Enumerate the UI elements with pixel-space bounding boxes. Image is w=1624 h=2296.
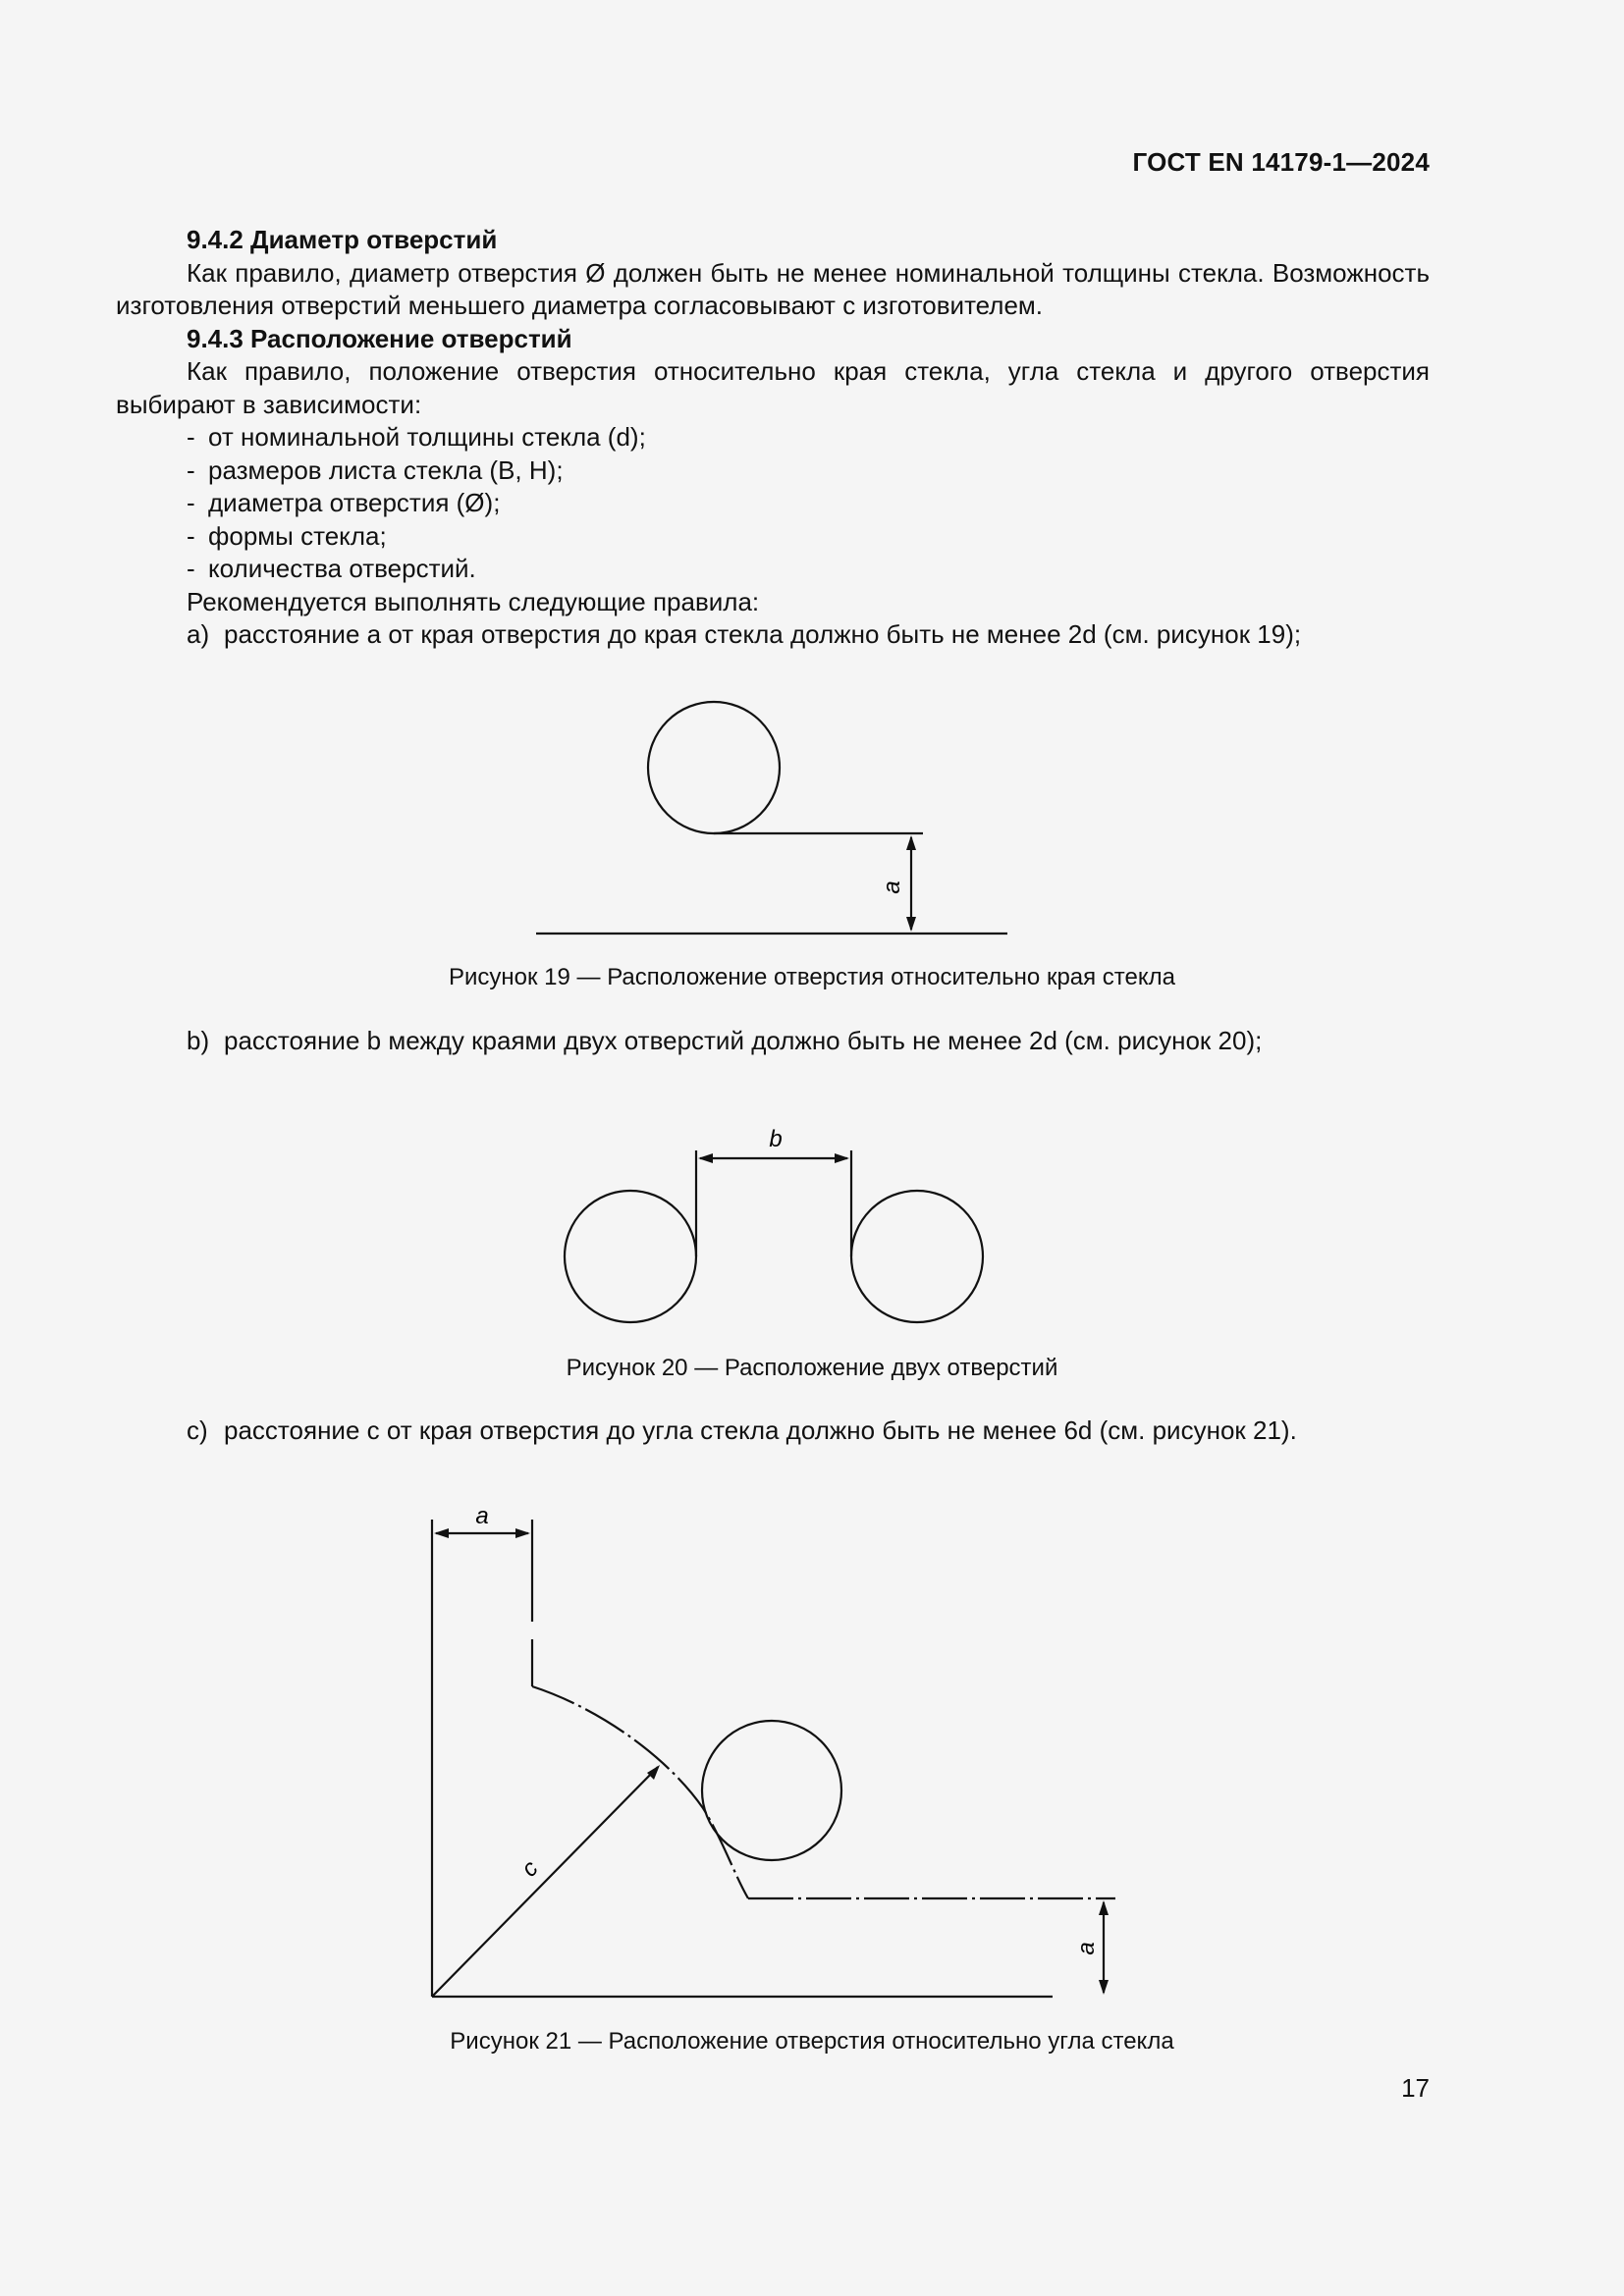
hole-circle	[702, 1721, 841, 1860]
section-heading-9-4-3: 9.4.3 Расположение отверстий	[187, 323, 572, 353]
corner-radius-arc	[532, 1686, 748, 1898]
list-item: - размеров листа стекла (B, H);	[187, 454, 564, 485]
figure-19-caption: Рисунок 19 — Расположение отверстия относительно края стекла	[449, 964, 1175, 990]
figure-21-caption: Рисунок 21 — Расположение отверстия относительно угла стекла	[450, 2028, 1174, 2055]
standard-designation: ГОСТ EN 14179-1—2024	[1132, 147, 1430, 177]
list-item: - количества отверстий.	[187, 554, 476, 583]
rules-intro: Рекомендуется выполнять следующие правила:	[187, 586, 760, 616]
dimension-line-c	[432, 1767, 658, 1997]
list-item: - от номинальной толщины стекла (d);	[187, 422, 646, 452]
list-item: - формы стекла;	[187, 520, 387, 551]
figure-20-caption: Рисунок 20 — Расположение двух отверстий	[566, 1355, 1058, 1381]
rule-b: b) расстояние b между краями двух отверстий должно быть не менее 2d (см. рисунок 20);	[187, 1026, 1263, 1055]
page-number: 17	[1401, 2073, 1430, 2103]
label-b: b	[769, 1126, 783, 1152]
label-a-right: a	[1073, 1942, 1100, 1955]
rule-a: a) расстояние a от края отверстия до края стекла должно быть не менее 2d (см. рисунок 19);	[187, 619, 1302, 649]
label-c: c	[515, 1854, 544, 1883]
label-a-top: a	[475, 1503, 489, 1529]
paragraph-hole-position-intro: Как правило, положение отверстия относительно края стекла, угла стекла и другого отверстия выбирают в зависимости:	[116, 356, 1430, 419]
rule-c: c) расстояние c от края отверстия до угла стекла должно быть не менее 6d (см. рисунок 21).	[187, 1415, 1297, 1445]
list-item: - диаметра отверстия (Ø);	[187, 488, 501, 517]
section-heading-9-4-2: 9.4.2 Диаметр отверстий	[187, 225, 498, 254]
label-a: a	[879, 881, 905, 894]
paragraph-hole-diameter: Как правило, диаметр отверстия Ø должен быть не менее номинальной толщины стекла. Возможность изготовления отверстий меньшего диаметра согласовывают с изготовителем.	[116, 257, 1430, 320]
